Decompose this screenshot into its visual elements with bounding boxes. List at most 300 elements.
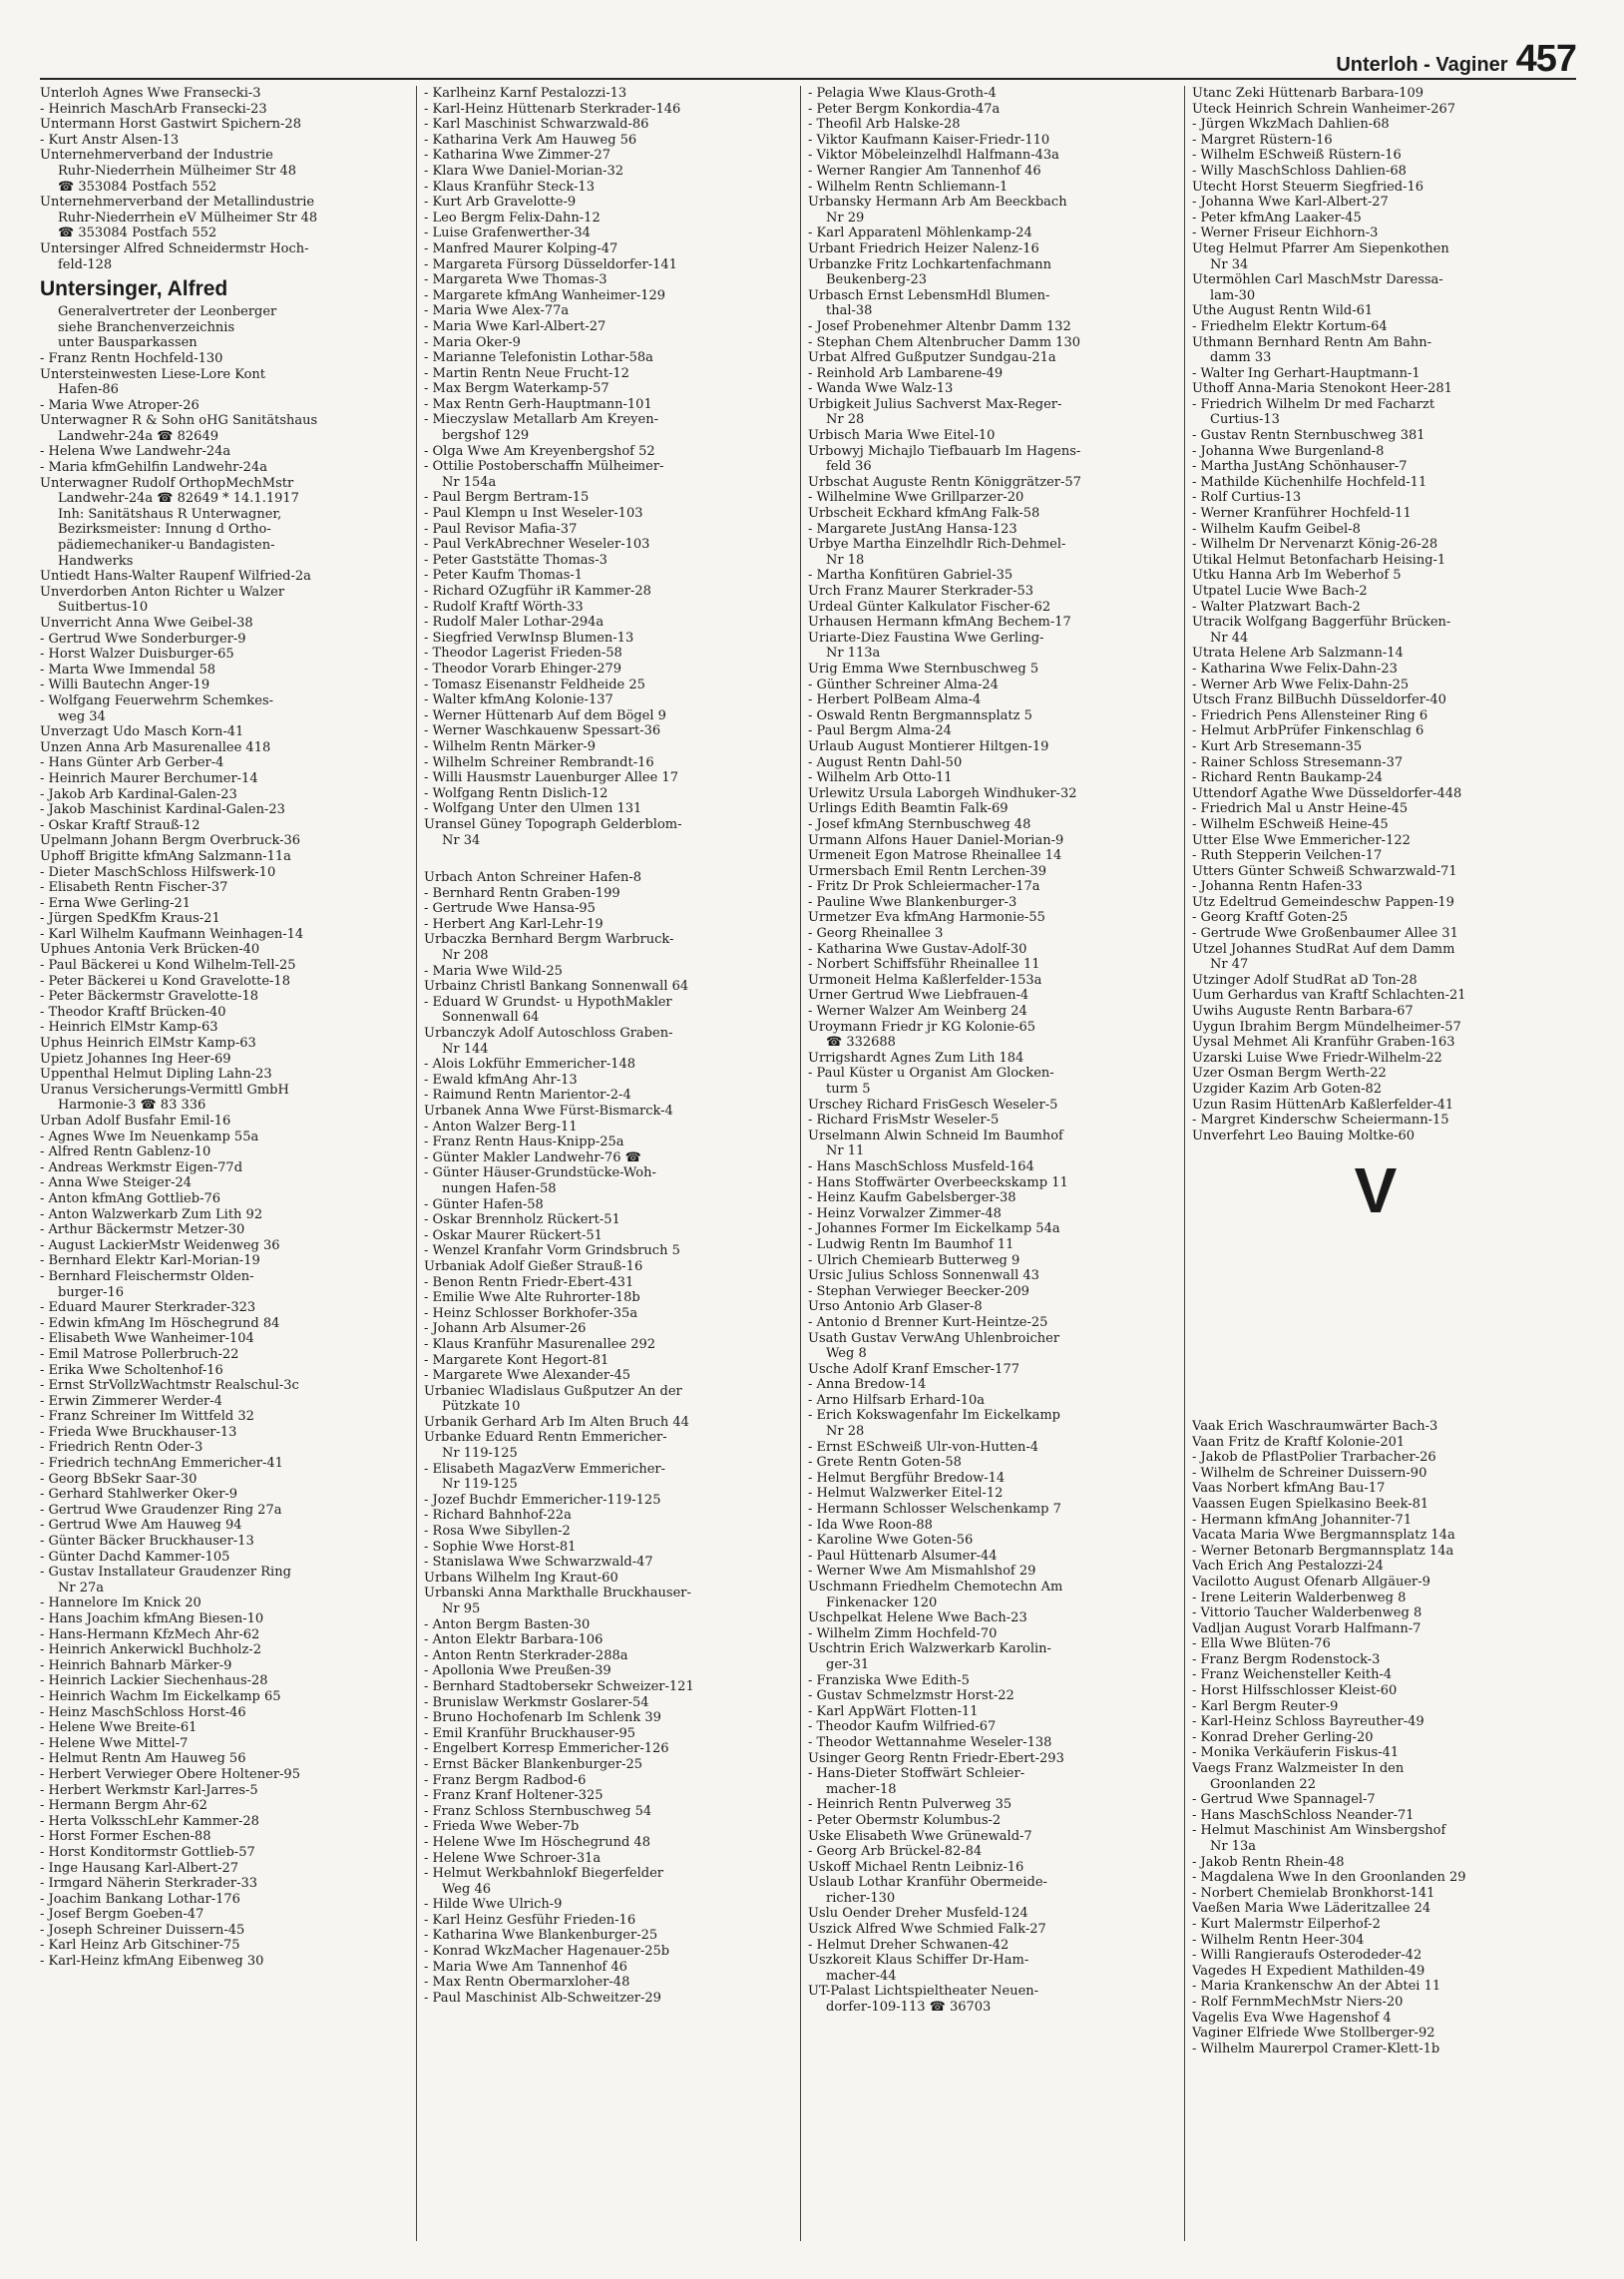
directory-entry: Unterwagner Rudolf OrthopMechMstr <box>40 475 294 491</box>
directory-entry: - Irene Leiterin Walderbenweg 8 <box>1192 1590 1407 1605</box>
directory-entry: - Karl-Heinz kfmAng Eibenweg 30 <box>40 1954 264 1970</box>
directory-entry: Weg 46 <box>442 1881 491 1897</box>
directory-entry: - Werner Kranführer Hochfeld-11 <box>1192 506 1412 522</box>
directory-entry: Hafen-86 <box>58 382 119 398</box>
directory-entry: - Friedrich Rentn Oder-3 <box>40 1440 203 1456</box>
directory-entry: - Helena Wwe Landwehr-24a <box>40 444 231 460</box>
directory-entry: - Willi Bautechn Anger-19 <box>40 678 210 693</box>
directory-entry: - Günter Häuser-Grundstücke-Woh- <box>424 1165 656 1181</box>
directory-entry: Urbanke Eduard Rentn Emmericher- <box>424 1430 667 1446</box>
directory-entry: - Wilhelm Zimm Hochfeld-70 <box>808 1625 998 1641</box>
directory-entry: - Hans MaschSchloss Neander-71 <box>1192 1807 1415 1823</box>
directory-entry: - Theodor Wettannahme Weseler-138 <box>808 1734 1052 1750</box>
directory-entry: - Kurt Malermstr Eilperhof-2 <box>1192 1916 1381 1932</box>
directory-entry: feld 36 <box>826 459 872 475</box>
directory-entry: - Elisabeth Wwe Wanheimer-104 <box>40 1331 254 1347</box>
directory-entry: - Margarete JustAng Hansa-123 <box>808 521 1017 537</box>
directory-entry: Urrigshardt Agnes Zum Lith 184 <box>808 1050 1024 1066</box>
directory-entry: Weg 8 <box>826 1346 867 1362</box>
directory-entry: Nr 28 <box>826 412 865 428</box>
directory-entry: - Friedrich Mal u Anstr Heine-45 <box>1192 801 1409 817</box>
directory-entry: Uphues Antonia Verk Brücken-40 <box>40 942 260 958</box>
directory-entry: Inh: Sanitätshaus R Unterwagner, <box>58 506 282 522</box>
directory-entry: - Anton Elektr Barbara-106 <box>424 1632 604 1648</box>
directory-entry: - Franz Weichensteller Keith-4 <box>1192 1667 1393 1683</box>
directory-entry: - Josef kfmAng Sternbuschweg 48 <box>808 816 1031 832</box>
directory-entry: - Vittorio Taucher Walderbenweg 8 <box>1192 1605 1422 1621</box>
directory-entry: UT-Palast Lichtspieltheater Neuen- <box>808 1984 1039 2000</box>
directory-entry: - Franz Kranf Holtener-325 <box>424 1788 604 1804</box>
directory-entry: weg 34 <box>58 708 106 724</box>
directory-entry: Urbans Wilhelm Ing Kraut-60 <box>424 1570 618 1586</box>
directory-entry: - Ruth Stepperin Veilchen-17 <box>1192 848 1383 864</box>
directory-entry: macher-44 <box>826 1968 897 1984</box>
directory-entry: Sonnenwall 64 <box>442 1010 540 1026</box>
directory-entry: - Richard FrisMstr Weseler-5 <box>808 1113 1000 1129</box>
directory-entry: Uske Elisabeth Wwe Grünewald-7 <box>808 1828 1032 1844</box>
directory-entry: Usinger Georg Rentn Friedr-Ebert-293 <box>808 1750 1064 1766</box>
directory-entry: - Paul VerkAbrechner Weseler-103 <box>424 537 650 553</box>
directory-entry: - August LackierMstr Weidenweg 36 <box>40 1237 280 1253</box>
directory-entry: - Kurt Anstr Alsen-13 <box>40 132 180 148</box>
directory-entry: - Franziska Wwe Edith-5 <box>808 1672 970 1688</box>
directory-entry: - Margareta Wwe Thomas-3 <box>424 272 608 288</box>
column-divider <box>800 86 801 2241</box>
directory-entry: - Theofil Arb Halske-28 <box>808 117 961 133</box>
directory-entry: Ursic Julius Schloss Sonnenwall 43 <box>808 1268 1039 1284</box>
directory-entry: - Heinz Vorwalzer Zimmer-48 <box>808 1205 1002 1221</box>
directory-entry: - Kurt Arb Gravelotte-9 <box>424 195 577 211</box>
directory-entry: Urmann Alfons Hauer Daniel-Morian-9 <box>808 832 1064 848</box>
directory-entry: - Wilhelm de Schreiner Duissern-90 <box>1192 1465 1427 1481</box>
directory-entry: Uysal Mehmet Ali Kranführ Graben-163 <box>1192 1035 1455 1051</box>
directory-entry: - Viktor Möbeleinzelhdl Halfmann-43a <box>808 148 1059 164</box>
directory-entry: Urban Adolf Busfahr Emil-16 <box>40 1114 231 1129</box>
directory-entry: - Benon Rentn Friedr-Ebert-431 <box>424 1274 634 1290</box>
directory-entry: - Karl Heinz Gesführ Frieden-16 <box>424 1912 636 1928</box>
directory-entry: Generalvertreter der Leonberger <box>58 304 277 320</box>
directory-entry: - Konrad Dreher Gerling-20 <box>1192 1729 1374 1745</box>
directory-entry: - Siegfried VerwInsp Blumen-13 <box>424 630 634 646</box>
directory-entry: Urlewitz Ursula Laborgeh Windhuker-32 <box>808 785 1077 801</box>
directory-entry: - Günter Bäcker Bruckhauser-13 <box>40 1534 254 1550</box>
directory-entry: - Andreas Werkmstr Eigen-77d <box>40 1159 243 1175</box>
directory-entry: Uthe August Rentn Wild-61 <box>1192 303 1374 319</box>
directory-entry: - Franz Rentn Haus-Knipp-25a <box>424 1135 624 1150</box>
directory-entry: - Jakob Arb Kardinal-Galen-23 <box>40 786 237 802</box>
page-header <box>1336 38 1576 81</box>
directory-entry: Uwihs Auguste Rentn Barbara-67 <box>1192 1004 1414 1020</box>
directory-entry: - Wolfgang Unter den Ulmen 131 <box>424 801 642 817</box>
directory-entry: - Friedrich Wilhelm Dr med Facharzt <box>1192 396 1435 412</box>
directory-entry: - Stanislawa Wwe Schwarzwald-47 <box>424 1555 653 1571</box>
directory-entry: - Helmut Dreher Schwanen-42 <box>808 1937 1010 1953</box>
directory-entry: Unverzagt Udo Masch Korn-41 <box>40 724 244 740</box>
header-rule <box>40 78 1576 80</box>
directory-entry: Vaeßen Maria Wwe Läderitzallee 24 <box>1192 1901 1431 1917</box>
directory-entry: Uszick Alfred Wwe Schmied Falk-27 <box>808 1922 1046 1938</box>
directory-entry: - Frieda Wwe Weber-7b <box>424 1819 580 1835</box>
directory-entry: - Herbert Verwieger Obere Holtener-95 <box>40 1766 300 1782</box>
directory-entry: Vadljan August Vorarb Halfmann-7 <box>1192 1620 1421 1636</box>
directory-entry: Urbye Martha Einzelhdlr Rich-Dehmel- <box>808 537 1066 553</box>
directory-entry: Vacilotto August Ofenarb Allgäuer-9 <box>1192 1574 1430 1590</box>
directory-entry: Vaak Erich Waschraumwärter Bach-3 <box>1192 1418 1438 1434</box>
directory-entry: - Gustav Rentn Sternbuschweg 381 <box>1192 428 1425 444</box>
directory-entry: Nr 11 <box>826 1143 865 1159</box>
directory-entry: - Alois Lokführ Emmericher-148 <box>424 1057 636 1073</box>
directory-entry: Handwerks <box>58 553 134 569</box>
directory-entry: Utecht Horst Steuerm Siegfried-16 <box>1192 179 1424 195</box>
directory-entry: Urschey Richard FrisGesch Weseler-5 <box>808 1097 1058 1113</box>
directory-entry: Uygun Ibrahim Bergm Mündelheimer-57 <box>1192 1019 1461 1035</box>
directory-entry: - Ludwig Rentn Im Baumhof 11 <box>808 1236 1015 1252</box>
directory-entry: Uphus Heinrich ElMstr Kamp-63 <box>40 1036 256 1052</box>
page-number: 457 <box>1515 38 1576 80</box>
directory-entry: ☎ 353084 Postfach 552 <box>58 179 217 195</box>
directory-entry: Utrata Helene Arb Salzmann-14 <box>1192 646 1404 662</box>
directory-entry: Utters Günter Schweiß Schwarzwald-71 <box>1192 863 1457 879</box>
directory-entry: Utanc Zeki Hüttenarb Barbara-109 <box>1192 86 1424 101</box>
directory-entry: - Gertrud Wwe Sonderburger-9 <box>40 631 246 647</box>
directory-entry: siehe Branchenverzeichnis <box>58 319 235 335</box>
directory-entry: - Elisabeth Rentn Fischer-37 <box>40 880 228 896</box>
directory-entry: - Rolf Curtius-13 <box>1192 490 1302 506</box>
directory-entry: - Heinrich Maurer Berchumer-14 <box>40 770 258 786</box>
directory-entry: - Maria Wwe Atroper-26 <box>40 397 200 413</box>
directory-entry: - Johanna Rentn Hafen-33 <box>1192 879 1363 895</box>
directory-entry: Urbaniak Adolf Gießer Strauß-16 <box>424 1258 643 1274</box>
directory-entry: Urbanczyk Adolf Autoschloss Graben- <box>424 1026 673 1042</box>
directory-entry: - Heinz MaschSchloss Horst-46 <box>40 1704 246 1720</box>
directory-entry: - Hans MaschSchloss Musfeld-164 <box>808 1158 1034 1174</box>
directory-entry: Urbat Alfred Gußputzer Sundgau-21a <box>808 350 1056 366</box>
directory-entry: Upelmann Johann Bergm Overbruck-36 <box>40 833 301 849</box>
directory-entry: Urbasch Ernst LebensmHdl Blumen- <box>808 287 1050 303</box>
directory-entry: - Heinrich Ankerwickl Buchholz-2 <box>40 1642 261 1658</box>
directory-entry: Utermöhlen Carl MaschMstr Daressa- <box>1192 272 1443 288</box>
directory-entry: Utzel Johannes StudRat Auf dem Damm <box>1192 941 1455 957</box>
directory-entry: pädiemechaniker-u Bandagisten- <box>58 538 275 554</box>
directory-entry: - Konrad WkzMacher Hagenauer-25b <box>424 1944 670 1960</box>
display-entry: Untersinger, Alfred <box>40 277 228 301</box>
directory-entry: - Werner Waschkauenw Spessart-36 <box>424 723 661 739</box>
directory-entry: dorfer-109-113 ☎ 36703 <box>826 2000 992 2016</box>
directory-entry: - Bernhard Rentn Graben-199 <box>424 885 620 901</box>
directory-entry: - Apollonia Wwe Preußen-39 <box>424 1663 611 1679</box>
directory-entry: - Herbert PolBeam Alma-4 <box>808 692 982 708</box>
directory-entry: - Max Bergm Waterkamp-57 <box>424 381 609 397</box>
directory-entry: Uskoff Michael Rentn Leibniz-16 <box>808 1859 1024 1875</box>
directory-entry: Urhausen Hermann kfmAng Bechem-17 <box>808 615 1071 631</box>
column-2 <box>424 86 791 2241</box>
directory-entry: Urmoneit Helma Kaßlerfelder-153a <box>808 972 1042 988</box>
directory-entry: Urbant Friedrich Heizer Nalenz-16 <box>808 240 1039 256</box>
directory-entry: - Olga Wwe Am Kreyenbergshof 52 <box>424 443 655 459</box>
directory-entry: Vach Erich Ang Pestalozzi-24 <box>1192 1559 1384 1575</box>
directory-entry: Utpatel Lucie Wwe Bach-2 <box>1192 584 1368 599</box>
directory-entry: Nr 154a <box>442 474 497 490</box>
directory-entry: - Jakob Rentn Rhein-48 <box>1192 1854 1345 1870</box>
directory-entry: Nr 28 <box>826 1424 865 1440</box>
directory-entry: - Oskar Kraftf Strauß-12 <box>40 817 201 833</box>
directory-entry: - Kurt Arb Stresemann-35 <box>1192 738 1363 754</box>
directory-entry: - Hans Stoffwärter Overbeeckskamp 11 <box>808 1174 1068 1190</box>
directory-entry: - Peter Kaufm Thomas-1 <box>424 568 584 584</box>
directory-entry: - Bernhard Elektr Karl-Morian-19 <box>40 1253 260 1269</box>
directory-entry: - Marta Wwe Immendal 58 <box>40 662 215 678</box>
directory-entry: - Bruno Hochofenarb Im Schlenk 39 <box>424 1710 661 1726</box>
directory-entry: - Maria Wwe Alex-77a <box>424 303 570 319</box>
directory-entry: - Wolfgang Feuerwehrm Schemkes- <box>40 692 274 708</box>
directory-entry: - Gertrude Wwe Großenbaumer Allee 31 <box>1192 926 1458 942</box>
directory-entry: - Werner Hüttenarb Auf dem Bögel 9 <box>424 707 666 723</box>
directory-entry: - Wilhelm Dr Nervenarzt König-26-28 <box>1192 537 1438 553</box>
directory-entry: - Karl-Heinz Hüttenarb Sterkrader-146 <box>424 101 681 117</box>
directory-entry: - Jozef Buchdr Emmericher-119-125 <box>424 1492 661 1508</box>
directory-entry: Nr 144 <box>442 1041 489 1057</box>
directory-entry: Curtius-13 <box>1210 412 1280 428</box>
directory-entry: - Helene Wwe Mittel-7 <box>40 1735 189 1751</box>
directory-entry: - Jakob de PflastPolier Trarbacher-26 <box>1192 1450 1436 1466</box>
directory-entry: - Helene Wwe Im Höschegrund 48 <box>424 1834 650 1850</box>
directory-entry: - Ernst Bäcker Blankenburger-25 <box>424 1756 642 1772</box>
directory-entry: - Wilhelm Rentn Schliemann-1 <box>808 179 1009 195</box>
directory-entry: - Georg BbSekr Saar-30 <box>40 1471 198 1487</box>
directory-entry: Urbanzke Fritz Lochkartenfachmann <box>808 256 1052 272</box>
directory-entry: - Werner Arb Wwe Felix-Dahn-25 <box>1192 677 1410 692</box>
directory-entry: Vaginer Elfriede Wwe Stollberger-92 <box>1192 2026 1435 2042</box>
directory-entry: Vaas Norbert kfmAng Bau-17 <box>1192 1481 1386 1497</box>
directory-entry: - Herbert Ang Karl-Lehr-19 <box>424 916 604 932</box>
directory-entry: - Josef Bergm Goeben-47 <box>40 1907 204 1923</box>
directory-entry: Unverricht Anna Wwe Geibel-38 <box>40 616 253 631</box>
directory-entry: - Josef Probenehmer Altenbr Damm 132 <box>808 318 1071 334</box>
directory-entry: Urmeneit Egon Matrose Rheinallee 14 <box>808 848 1062 864</box>
directory-entry: - Walter kfmAng Kolonie-137 <box>424 692 613 708</box>
directory-entry: - Alfred Rentn Gablenz-10 <box>40 1144 211 1160</box>
directory-entry: - Hans Günter Arb Gerber-4 <box>40 755 224 771</box>
directory-entry: Uzarski Luise Wwe Friedr-Wilhelm-22 <box>1192 1050 1442 1066</box>
directory-entry: - Peter Gaststätte Thomas-3 <box>424 552 608 568</box>
directory-entry: Utracik Wolfgang Baggerführ Brücken- <box>1192 615 1451 631</box>
directory-entry: - Karl Apparatenl Möhlenkamp-24 <box>808 226 1032 241</box>
directory-entry: - Rolf FernmMechMstr Niers-20 <box>1192 1994 1404 2010</box>
directory-entry: - Karl Heinz Arb Gitschiner-75 <box>40 1938 240 1954</box>
directory-entry: Uteck Heinrich Schrein Wanheimer-267 <box>1192 101 1456 117</box>
directory-entry: - Inge Hausang Karl-Albert-27 <box>40 1860 239 1876</box>
directory-entry: Upietz Johannes Ing Heer-69 <box>40 1051 231 1067</box>
directory-entry: - Werner Wwe Am Mismahlshof 29 <box>808 1564 1036 1580</box>
directory-entry: - Peter Bäckermstr Gravelotte-18 <box>40 989 259 1005</box>
directory-entry: - Werner Friseur Eichhorn-3 <box>1192 226 1379 241</box>
directory-entry: Utikal Helmut Betonfacharb Heising-1 <box>1192 552 1446 568</box>
directory-entry: - Ulrich Chemiearb Butterweg 9 <box>808 1252 1020 1268</box>
directory-entry: Usche Adolf Kranf Emscher-177 <box>808 1361 1019 1377</box>
directory-entry: ☎ 353084 Postfach 552 <box>58 226 217 241</box>
directory-entry: - Sophie Wwe Horst-81 <box>424 1539 577 1555</box>
directory-entry: - Anton Walzwerkarb Zum Lith 92 <box>40 1206 263 1222</box>
directory-entry: burger-16 <box>58 1284 125 1300</box>
directory-entry: Uschpelkat Helene Wwe Bach-23 <box>808 1610 1027 1626</box>
directory-entry: Nr 34 <box>1210 256 1249 272</box>
directory-entry: - Paul Hüttenarb Alsumer-44 <box>808 1548 998 1564</box>
directory-entry: - Maria Wwe Karl-Albert-27 <box>424 318 607 334</box>
directory-entry: - August Rentn Dahl-50 <box>808 754 963 770</box>
directory-entry: Uum Gerhardus van Kraftf Schlachten-21 <box>1192 988 1466 1004</box>
directory-entry: Urbschat Auguste Rentn Königgrätzer-57 <box>808 474 1081 490</box>
directory-entry: Nr 113a <box>826 646 881 662</box>
directory-entry: feld-128 <box>58 256 113 272</box>
directory-entry: ger-31 <box>826 1656 870 1672</box>
directory-entry: Utsch Franz BilBuchh Düsseldorfer-40 <box>1192 692 1446 708</box>
directory-entry: - Johanna Wwe Burgenland-8 <box>1192 443 1385 459</box>
directory-entry: Unterloh Agnes Wwe Fransecki-3 <box>40 86 261 101</box>
directory-entry: - Gerhard Stahlwerker Oker-9 <box>40 1487 238 1503</box>
directory-entry: - Maria Oker-9 <box>424 334 521 350</box>
directory-entry: Uransel Güney Topograph Gelderblom- <box>424 816 682 832</box>
directory-entry: Nr 29 <box>826 210 865 226</box>
directory-entry: - Werner Betonarb Bergmannsplatz 14a <box>1192 1543 1454 1559</box>
directory-entry: Unternehmerverband der Industrie <box>40 148 273 164</box>
directory-entry: - Maria Wwe Wild-25 <box>424 963 563 979</box>
directory-entry: Uslaub Lothar Kranführ Obermeide- <box>808 1875 1047 1891</box>
directory-entry: - Walter Platzwart Bach-2 <box>1192 599 1361 615</box>
directory-entry: - Hilde Wwe Ulrich-9 <box>424 1897 563 1913</box>
directory-entry: Landwehr-24a ☎ 82649 * 14.1.1917 <box>58 491 299 507</box>
directory-entry: richer-130 <box>826 1890 896 1906</box>
directory-entry: - Margret Kinderschw Scheiermann-15 <box>1192 1113 1449 1129</box>
directory-entry: Urbaczka Bernhard Bergm Warbruck- <box>424 932 674 948</box>
directory-entry: - Heinrich ElMstr Kamp-63 <box>40 1020 218 1036</box>
directory-entry: - Martha Konfitüren Gabriel-35 <box>808 568 1014 584</box>
directory-entry: - Rudolf Maler Lothar-294a <box>424 615 605 631</box>
directory-entry: - Eduard W Grundst- u HypothMakler <box>424 994 672 1010</box>
directory-entry: - Erwin Zimmerer Werder-4 <box>40 1393 222 1409</box>
directory-entry: Urso Antonio Arb Glaser-8 <box>808 1299 983 1315</box>
directory-entry: - Fritz Dr Prok Schleiermacher-17a <box>808 879 1040 895</box>
directory-entry: unter Bausparkassen <box>58 335 198 351</box>
directory-entry: - Erich Kokswagenfahr Im Eickelkamp <box>808 1408 1060 1424</box>
directory-entry: Urch Franz Maurer Sterkrader-53 <box>808 584 1034 599</box>
directory-entry: Uriarte-Diez Faustina Wwe Gerling- <box>808 630 1044 646</box>
directory-entry: Urbaniec Wladislaus Gußputzer An der <box>424 1383 682 1399</box>
directory-entry: - Theodor Vorarb Ehinger-279 <box>424 661 622 677</box>
directory-entry: - Georg Arb Brückel-82-84 <box>808 1844 983 1860</box>
directory-entry: Ruhr-Niederrhein Mülheimer Str 48 <box>58 163 296 179</box>
directory-entry: - Ella Wwe Blüten-76 <box>1192 1636 1331 1652</box>
directory-entry: - Horst Hilfsschlosser Kleist-60 <box>1192 1683 1398 1699</box>
directory-entry: - Emil Kranführ Bruckhauser-95 <box>424 1725 636 1741</box>
directory-entry: - Franz Bergm Rodenstock-3 <box>1192 1651 1381 1667</box>
directory-entry: Uthoff Anna-Maria Stenokont Heer-281 <box>1192 381 1452 397</box>
directory-entry: - Ottilie Postoberschaffn Mülheimer- <box>424 459 664 475</box>
directory-entry <box>424 848 791 870</box>
column-4 <box>1192 86 1559 2241</box>
directory-entry: - Bernhard Stadtobersekr Schweizer-121 <box>424 1678 694 1694</box>
directory-entry: - Reinhold Arb Lambarene-49 <box>808 365 1004 381</box>
directory-entry: - Peter kfmAng Laaker-45 <box>1192 210 1362 226</box>
directory-entry: Urmersbach Emil Rentn Lerchen-39 <box>808 863 1046 879</box>
directory-entry: - Ida Wwe Roon-88 <box>808 1517 933 1533</box>
directory-entry: - Heinz Schlosser Borkhofer-35a <box>424 1305 638 1321</box>
directory-entry: Suitbertus-10 <box>58 600 149 616</box>
directory-entry: - Oswald Rentn Bergmannsplatz 5 <box>808 707 1032 723</box>
directory-entry: - Irmgard Näherin Sterkrader-33 <box>40 1876 258 1892</box>
directory-entry: Urdeal Günter Kalkulator Fischer-62 <box>808 599 1051 615</box>
directory-entry: - Brunislaw Werkmstr Goslarer-54 <box>424 1694 649 1710</box>
directory-entry: Urig Emma Wwe Sternbuschweg 5 <box>808 661 1039 677</box>
directory-entry: - Katharina Verk Am Hauweg 56 <box>424 132 637 148</box>
directory-entry: Nr 34 <box>442 832 481 848</box>
directory-entry: - Gertrude Wwe Hansa-95 <box>424 901 596 917</box>
column-1 <box>40 86 407 2241</box>
directory-entry: turm 5 <box>826 1082 871 1097</box>
directory-entry: - Karl-Heinz Schloss Bayreuther-49 <box>1192 1714 1424 1730</box>
directory-entry: Urbanek Anna Wwe Fürst-Bismarck-4 <box>424 1104 673 1119</box>
directory-entry: - Maria kfmGehilfin Landwehr-24a <box>40 460 267 476</box>
directory-entry: - Georg Rheinallee 3 <box>808 926 944 942</box>
directory-entry: - Günter Dachd Kammer-105 <box>40 1549 230 1565</box>
directory-entry: lam-30 <box>1210 287 1256 303</box>
directory-entry: - Katharina Wwe Blankenburger-25 <box>424 1928 658 1944</box>
directory-entry: - Richard Bahnhof-22a <box>424 1508 572 1524</box>
directory-entry: - Herbert Werkmstr Karl-Jarres-5 <box>40 1782 258 1798</box>
directory-entry: - Karlheinz Karnf Pestalozzi-13 <box>424 86 627 101</box>
directory-entry: - Tomasz Eisenanstr Feldheide 25 <box>424 677 645 692</box>
directory-entry: - Hermann Bergm Ahr-62 <box>40 1798 207 1814</box>
directory-entry: Vaegs Franz Walzmeister In den <box>1192 1761 1405 1777</box>
directory-entry: - Theodor Kaufm Wilfried-67 <box>808 1719 997 1735</box>
directory-entry: - Edwin kfmAng Im Höschegrund 84 <box>40 1315 280 1331</box>
directory-entry: - Helmut Rentn Am Hauweg 56 <box>40 1751 246 1767</box>
directory-entry: - Theodor Lagerist Frieden-58 <box>424 646 622 662</box>
directory-entry: - Paul Bäckerei u Kond Wilhelm-Tell-25 <box>40 958 296 974</box>
directory-entry: - Peter Obermstr Kolumbus-2 <box>808 1812 1002 1828</box>
directory-entry: - Oskar Brennholz Rückert-51 <box>424 1212 620 1228</box>
directory-entry: - Norbert Chemielab Bronkhorst-141 <box>1192 1885 1435 1901</box>
directory-entry: - Martha JustAng Schönhauser-7 <box>1192 459 1408 475</box>
directory-entry: - Willy MaschSchloss Dahlien-68 <box>1192 163 1407 179</box>
directory-entry: - Emil Matrose Pollerbruch-22 <box>40 1346 239 1362</box>
directory-entry: Uranus Versicherungs-Vermittl GmbH <box>40 1082 289 1098</box>
directory-entry: - Wenzel Kranfahr Vorm Grindsbruch 5 <box>424 1243 680 1259</box>
directory-entry: Uzer Osman Bergm Werth-22 <box>1192 1066 1387 1082</box>
directory-entry: - Wilhelm Rentn Heer-304 <box>1192 1932 1365 1948</box>
directory-entry: - Frieda Wwe Bruckhauser-13 <box>40 1424 237 1440</box>
directory-entry: nungen Hafen-58 <box>442 1180 557 1196</box>
directory-entry: Usath Gustav VerwAng Uhlenbroicher <box>808 1330 1060 1346</box>
directory-entry: Urbigkeit Julius Sachverst Max-Reger- <box>808 396 1062 412</box>
directory-entry: - Wilhelm ESchweiß Heine-45 <box>1192 816 1389 832</box>
directory-entry: Urlings Edith Beamtin Falk-69 <box>808 801 1009 817</box>
directory-entry: - Engelbert Korresp Emmericher-126 <box>424 1741 669 1757</box>
directory-entry: - Friedhelm Elektr Kortum-64 <box>1192 318 1388 334</box>
directory-entry: Vagedes H Expedient Mathilden-49 <box>1192 1963 1425 1979</box>
directory-entry: Urbscheit Eckhard kfmAng Falk-58 <box>808 506 1040 522</box>
directory-entry: Nr 27a <box>58 1580 105 1595</box>
directory-entry: - Hermann kfmAng Johanniter-71 <box>1192 1512 1413 1528</box>
directory-entry: - Johann Arb Alsumer-26 <box>424 1321 587 1337</box>
directory-entry: - Friedrich technAng Emmericher-41 <box>40 1456 283 1472</box>
directory-entry: - Willi Hausmstr Lauenburger Allee 17 <box>424 770 678 786</box>
directory-entry: - Helene Wwe Breite-61 <box>40 1720 198 1736</box>
directory-entry: Bezirksmeister: Innung d Ortho- <box>58 522 271 538</box>
directory-entry: Urner Gertrud Wwe Liebfrauen-4 <box>808 988 1029 1004</box>
column-divider <box>1184 86 1185 2241</box>
directory-entry: - Jakob Maschinist Kardinal-Galen-23 <box>40 802 285 818</box>
directory-entry: Urbach Anton Schreiner Hafen-8 <box>424 870 642 886</box>
